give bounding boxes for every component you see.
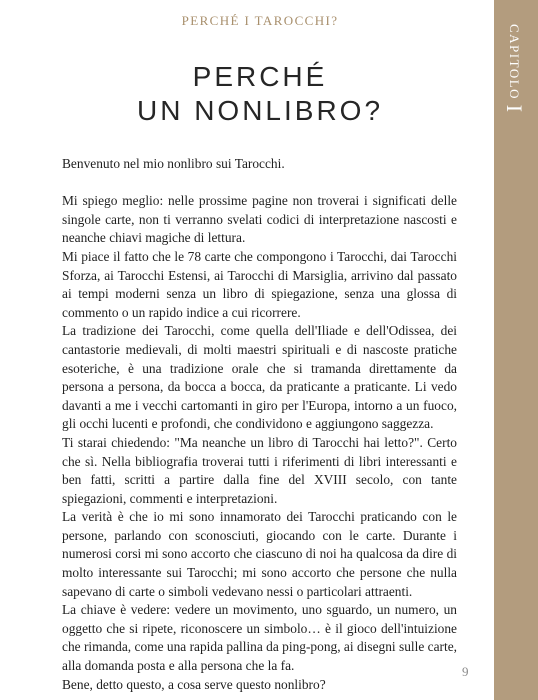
paragraph: La chiave è vedere: vedere un movimento, uno sguardo, un numero, un oggetto che si ripete, riconoscere un simbolo… è il gioco dell'intuizione che rimanda, come una rapida pallina da ping-pong, ai disegni sulle carte, alla domanda posta e alla persona che la fa. — [62, 602, 457, 674]
paragraph: La verità è che io mi sono innamorato dei Tarocchi praticando con le persone, parlando con sconosciuti, giocando con le carte. Durante i numerosi corsi mi sono accorto che ciascuno di noi ha qualcosa da dire di molto interessante sui Tarocchi; mi sono accorto che persone che nulla sapevano di carte o simboli vedevano nessi o particolari attraenti. — [62, 509, 457, 599]
chapter-label: CAPITOLO — [507, 24, 522, 101]
paragraph: Ti starai chiedendo: "Ma neanche un libro di Tarocchi hai letto?". Certo che sì. Nella bibliografia troverai tutti i riferimenti di libri interessanti e ben fatti, scritti a partire dalla fine del XVIII secolo, con tante spiegazioni, commenti e interpretazioni. — [62, 434, 457, 506]
paragraph: Mi spiego meglio: nelle prossime pagine non troverai i significati delle singole carte, non ti verranno svelati codici di interpretazione nascosti e neanche chiavi magiche di lettura. — [62, 193, 457, 246]
chapter-title-line-1: PERCHÉ — [192, 61, 328, 92]
chapter-title-line-2: UN NONLIBRO? — [136, 95, 384, 126]
page-number: 9 — [462, 664, 469, 679]
body-text — [62, 155, 457, 694]
chapter-number: I — [502, 104, 527, 113]
paragraph: Mi piace il fatto che le 78 carte che compongono i Tarocchi, dai Tarocchi Sforza, ai Tarocchi Estensi, ai Tarocchi di Marsiglia, arrivino dal passato ai tempi moderni senza un libro di spiegazione, senza una glossa di commento o un rapido indice a cui ricorrere. — [62, 248, 457, 320]
running-head: PERCHÉ I TAROCCHI? — [181, 13, 339, 28]
paragraph: Bene, detto questo, a cosa serve questo nonlibro? — [62, 676, 326, 692]
chapter-tab — [494, 0, 538, 700]
paragraph: La tradizione dei Tarocchi, come quella dell'Iliade e dell'Odissea, dei cantastorie medievali, di molti maestri spirituali e di nascoste pratiche esoteriche, è una tradizione orale che si tramanda direttamente da persona a persona, da bocca a bocca, da praticante a praticante. Li vedo davanti a me i vecchi cartomanti in giro per l'Europa, intorno a un fuoco, gli occhi lucenti e profondi, che condividono e aggiungono saggezza. — [62, 323, 457, 432]
chapter-title — [60, 60, 460, 128]
chapter-tab-label — [501, 24, 527, 112]
paragraph: Benvenuto nel mio nonlibro sui Tarocchi. — [62, 156, 285, 171]
